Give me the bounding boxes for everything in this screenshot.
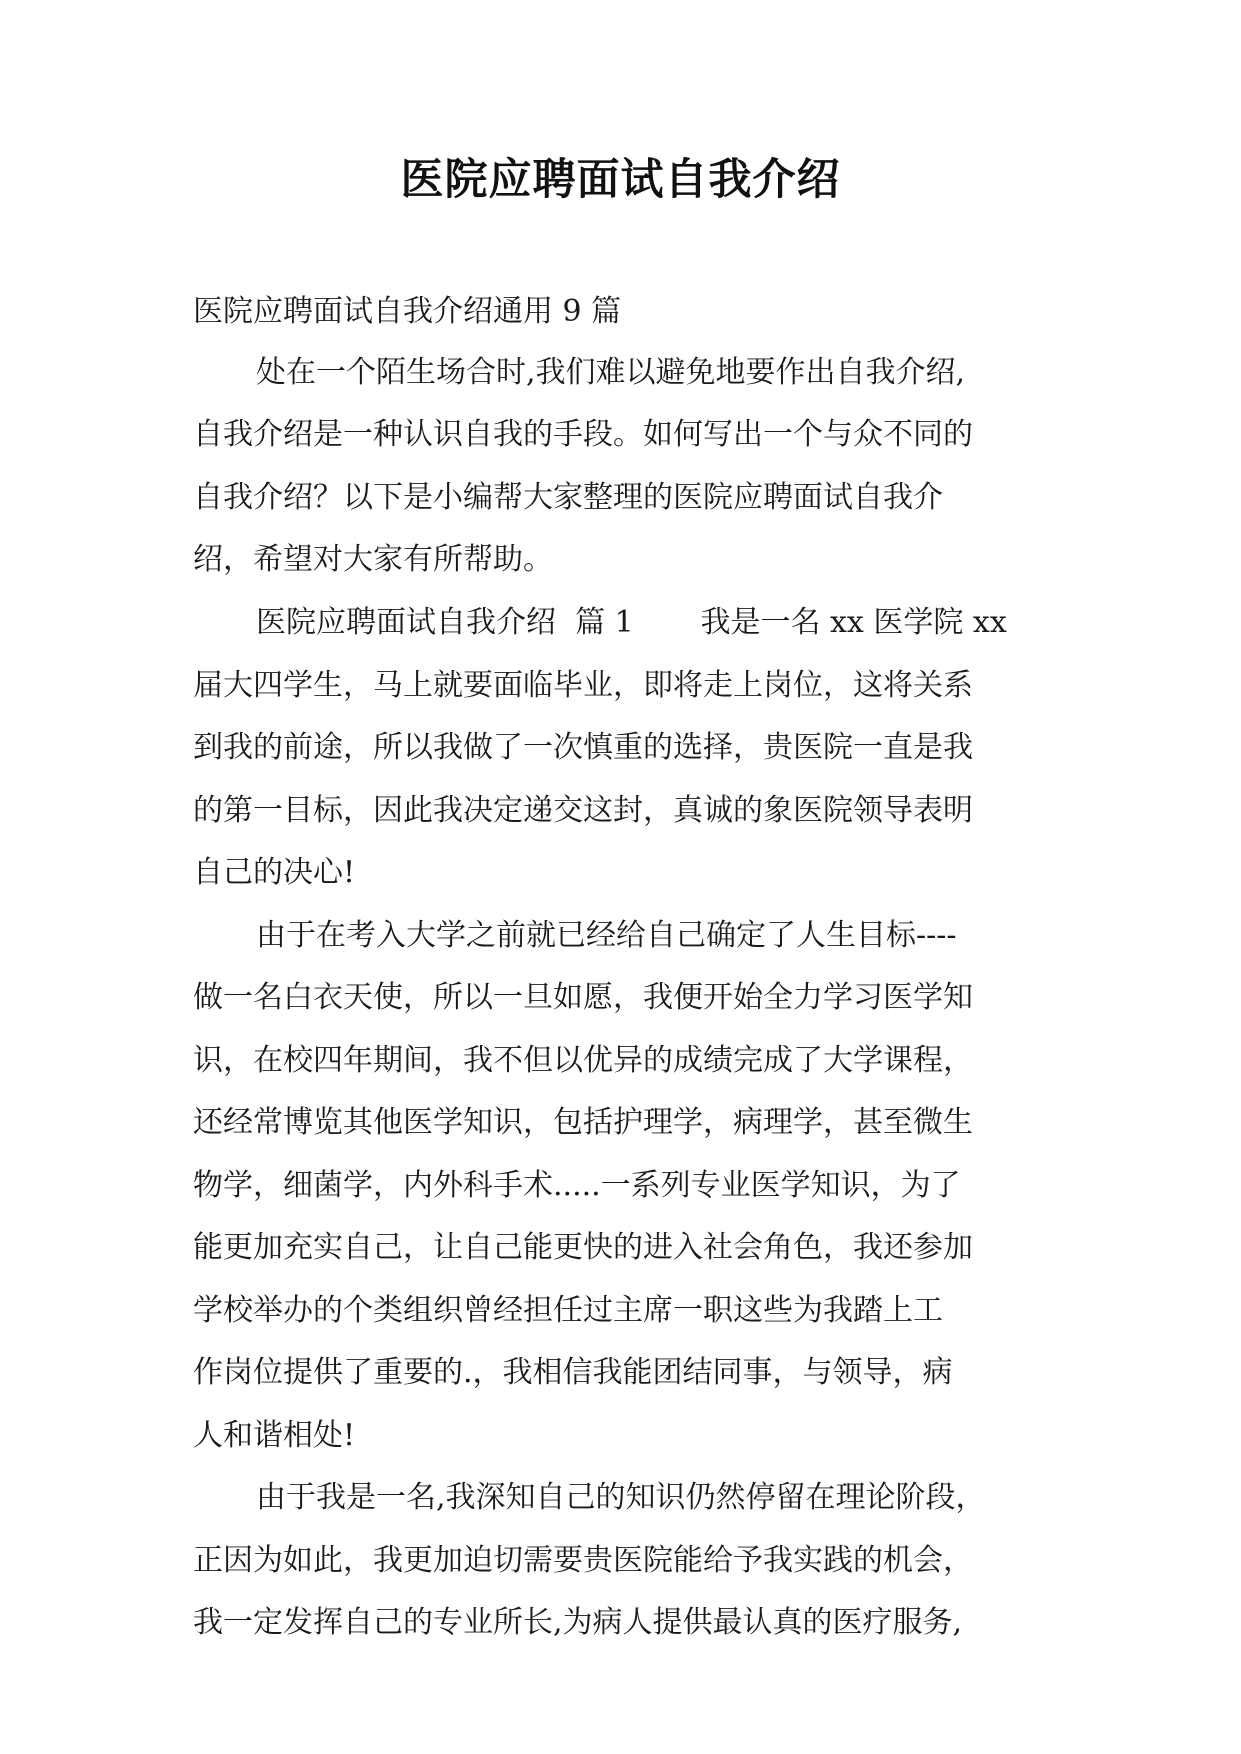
paragraph-line: 由于我是一名,我深知自己的知识仍然停留在理论阶段， [256, 1480, 986, 1515]
paragraph-line: 人和谐相处! [193, 1418, 356, 1453]
paragraph-line: 学校举办的个类组织曾经担任过主席一职这些为我踏上工 [193, 1293, 943, 1328]
paragraph-line: 到我的前途，所以我做了一次慎重的选择，贵医院一直是我 [193, 730, 973, 765]
paragraph-line: 由于在考入大学之前就已经给自己确定了人生目标---- [256, 918, 957, 953]
paragraph-line: 的第一目标，因此我决定递交这封，真诚的象医院领导表明 [193, 793, 973, 828]
paragraph-line: 识，在校四年期间，我不但以优异的成绩完成了大学课程， [193, 1043, 973, 1078]
paragraph-line: 自我介绍？以下是小编帮大家整理的医院应聘面试自我介 [193, 480, 943, 515]
paragraph-line: 绍，希望对大家有所帮助。 [193, 542, 553, 577]
paragraph-line: 自己的决心! [193, 855, 356, 890]
paragraph-line: 做一名白衣天使，所以一旦如愿，我便开始全力学习医学知 [193, 980, 973, 1015]
paragraph-line: 自我介绍是一种认识自我的手段。如何写出一个与众不同的 [193, 417, 973, 452]
paragraph-line: 正因为如此，我更加迫切需要贵医院能给予我实践的机会， [193, 1543, 973, 1578]
document-title: 医院应聘面试自我介绍 [400, 155, 841, 205]
document-subtitle: 医院应聘面试自我介绍通用 9 篇 [193, 294, 622, 329]
paragraph-line: 处在一个陌生场合时,我们难以避免地要作出自我介绍, [256, 355, 966, 390]
paragraph-line: 医院应聘面试自我介绍 篇 1 我是一名 xx 医学院 xx [256, 605, 1007, 640]
paragraph-line: 还经常博览其他医学知识，包括护理学，病理学，甚至微生 [193, 1105, 973, 1140]
paragraph-line: 作岗位提供了重要的.，我相信我能团结同事，与领导，病 [193, 1355, 953, 1390]
paragraph-line: 届大四学生，马上就要面临毕业，即将走上岗位，这将关系 [193, 668, 973, 703]
paragraph-line: 物学，细菌学，内外科手术.....一系列专业医学知识，为了 [193, 1168, 961, 1203]
paragraph-line: 我一定发挥自己的专业所长,为病人提供最认真的医疗服务, [193, 1605, 963, 1640]
paragraph-line: 能更加充实自己，让自己能更快的进入社会角色，我还参加 [193, 1230, 973, 1265]
